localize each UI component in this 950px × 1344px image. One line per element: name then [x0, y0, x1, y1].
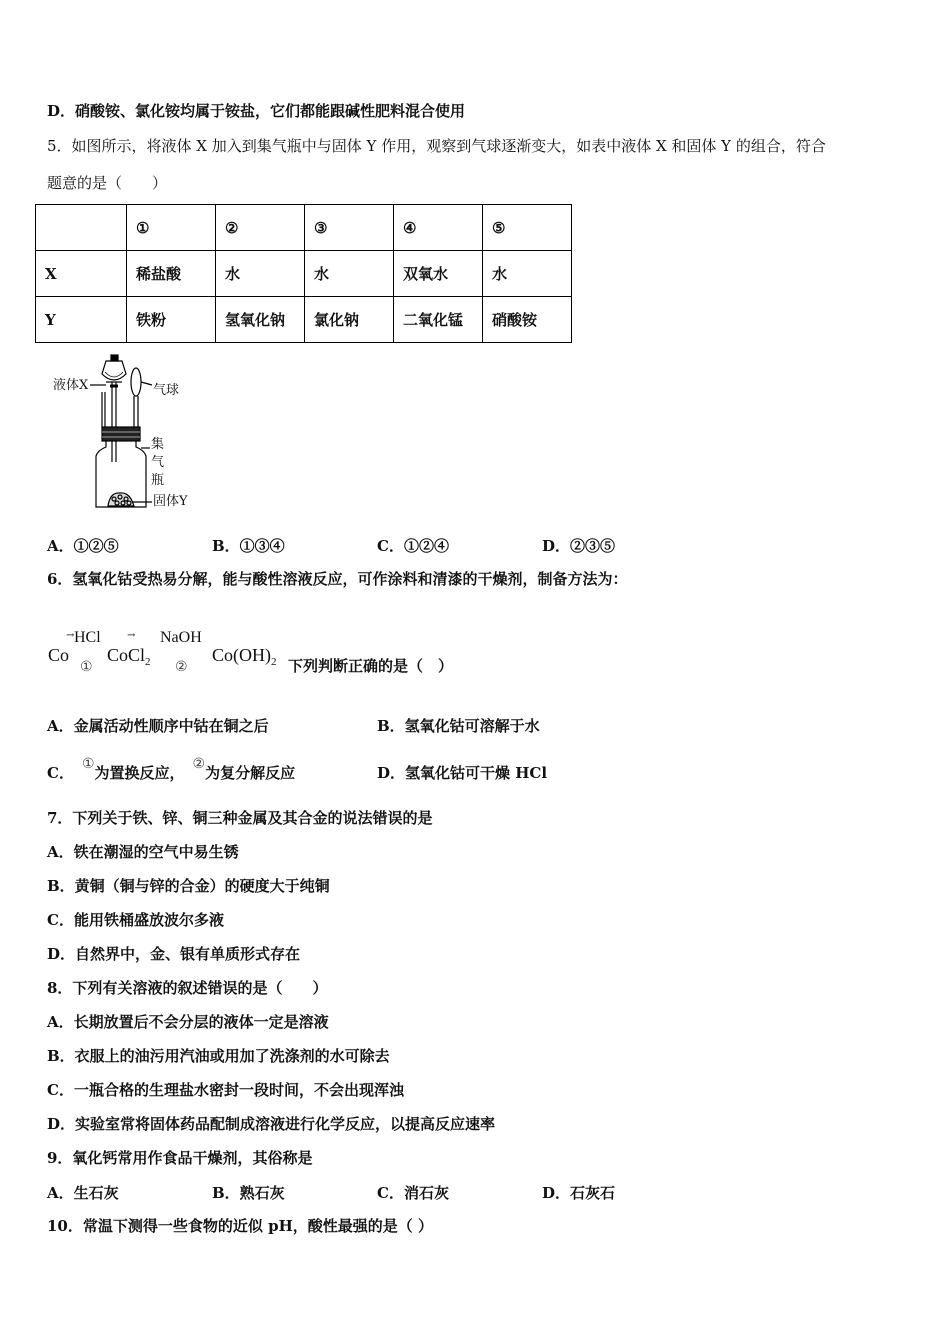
option-step1: ①	[81, 756, 95, 772]
formula-co: Co	[48, 645, 70, 665]
table-cell: 双氧水	[394, 251, 483, 297]
table-cell	[36, 205, 127, 251]
q8-stem: 8．下列有关溶液的叙述错误的是（ ）	[47, 979, 328, 997]
table-cell: X	[36, 251, 127, 297]
table-cell: 氯化钠	[305, 297, 394, 343]
q9-stem: 9．氧化钙常用作食品干燥剂，其俗称是	[47, 1149, 313, 1167]
formula-hcl: HCl	[74, 629, 101, 646]
label-solid-y: 固体Y	[153, 494, 188, 509]
formula-sub: 2	[145, 656, 151, 668]
table-cell: ②	[216, 205, 305, 251]
table-cell: 水	[216, 251, 305, 297]
table-cell: ③	[305, 205, 394, 251]
q5-option-b[interactable]: B．①③④	[212, 537, 285, 555]
q8-option-b[interactable]: B．衣服上的油污用汽油或用加了洗涤剂的水可除去	[47, 1047, 390, 1065]
q7-option-c[interactable]: C．能用铁桶盛放波尔多液	[47, 911, 224, 929]
formula-step1: ①	[80, 659, 93, 675]
table-row	[36, 205, 572, 251]
q5-table	[35, 204, 572, 343]
table-cell: 水	[305, 251, 394, 297]
option-text: 为复分解反应	[205, 764, 296, 782]
table-cell: 二氧化锰	[394, 297, 483, 343]
table-cell: 水	[483, 251, 572, 297]
label-balloon: 气球	[153, 383, 180, 398]
formula-cocl2	[107, 645, 151, 668]
q7-option-b[interactable]: B．黄铜（铜与锌的合金）的硬度大于纯铜	[47, 877, 330, 895]
formula-naoh: NaOH	[160, 629, 202, 646]
table-cell: 铁粉	[127, 297, 216, 343]
q5-option-c[interactable]: C．①②④	[377, 537, 449, 555]
table-cell: ①	[127, 205, 216, 251]
formula-cocl-text: CoCl	[107, 645, 146, 665]
formula-sub: 2	[271, 656, 277, 668]
label-liquid-x: 液体X	[53, 378, 89, 393]
q6-option-b[interactable]: B．氢氧化钴可溶解于水	[377, 717, 540, 735]
label-bottle: 集	[151, 437, 165, 452]
table-cell: ⑤	[483, 205, 572, 251]
q7-stem: 7．下列关于铁、锌、铜三种金属及其合金的说法错误的是	[47, 809, 433, 827]
q6-option-d[interactable]: D．氢氧化钴可干燥 HCl	[377, 764, 548, 782]
q7-option-a[interactable]: A．铁在潮湿的空气中易生锈	[47, 843, 239, 861]
q5-stem-line2: 题意的是（ ）	[47, 174, 168, 192]
option-step2: ②	[192, 756, 206, 772]
table-cell: ④	[394, 205, 483, 251]
q5-stem-line1: 5．如图所示，将液体 X 加入到集气瓶中与固体 Y 作用，观察到气球逐渐变大，如表中液体 X 和固体 Y 的组合，符合	[47, 137, 826, 155]
q8-option-d[interactable]: D．实验室常将固体药品配制成溶液进行化学反应，以提高反应速率	[47, 1115, 496, 1133]
label-bottle: 气	[151, 455, 165, 470]
q5-option-d[interactable]: D．②③⑤	[542, 537, 616, 555]
formula-step2: ②	[175, 659, 188, 675]
q7-option-d[interactable]: D．自然界中，金、银有单质形式存在	[47, 945, 301, 963]
q5-option-a[interactable]: A．①②⑤	[47, 537, 119, 555]
q10-stem: 10．常温下测得一些食物的近似 pH，酸性最强的是（ ）	[47, 1217, 433, 1235]
q9-option-b[interactable]: B．熟石灰	[212, 1184, 285, 1202]
q6-option-c[interactable]	[47, 756, 296, 783]
table-cell: Y	[36, 297, 127, 343]
arrow-icon: →	[66, 630, 75, 641]
q9-option-d[interactable]: D．石灰石	[542, 1184, 616, 1202]
arrow-icon: →	[127, 630, 136, 641]
formula-cooh2	[212, 645, 277, 668]
table-cell: 稀盐酸	[127, 251, 216, 297]
q9-option-a[interactable]: A．生石灰	[47, 1184, 119, 1202]
label-bottle: 瓶	[151, 473, 165, 488]
formula-cooh-text: Co(OH)	[212, 645, 271, 665]
q6-question-tail: 下列判断正确的是（ ）	[288, 657, 454, 675]
table-cell: 硝酸铵	[483, 297, 572, 343]
q6-stem: 6．氢氧化钴受热易分解，能与酸性溶液反应，可作涂料和清漆的干燥剂，制备方法为：	[47, 570, 628, 588]
q6-option-a[interactable]: A．金属活动性顺序中钴在铜之后	[47, 717, 269, 735]
q9-option-c[interactable]: C．消石灰	[377, 1184, 449, 1202]
option-text: 为置换反应，	[94, 764, 185, 782]
q4-option-d: D．硝酸铵、氯化铵均属于铵盐，它们都能跟碱性肥料混合使用	[47, 102, 466, 120]
table-row	[36, 297, 572, 343]
q8-option-a[interactable]: A．长期放置后不会分层的液体一定是溶液	[47, 1013, 329, 1031]
table-cell: 氢氧化钠	[216, 297, 305, 343]
q8-option-c[interactable]: C．一瓶合格的生理盐水密封一段时间，不会出现浑浊	[47, 1081, 404, 1099]
option-prefix: C．	[47, 764, 74, 782]
table-row	[36, 251, 572, 297]
